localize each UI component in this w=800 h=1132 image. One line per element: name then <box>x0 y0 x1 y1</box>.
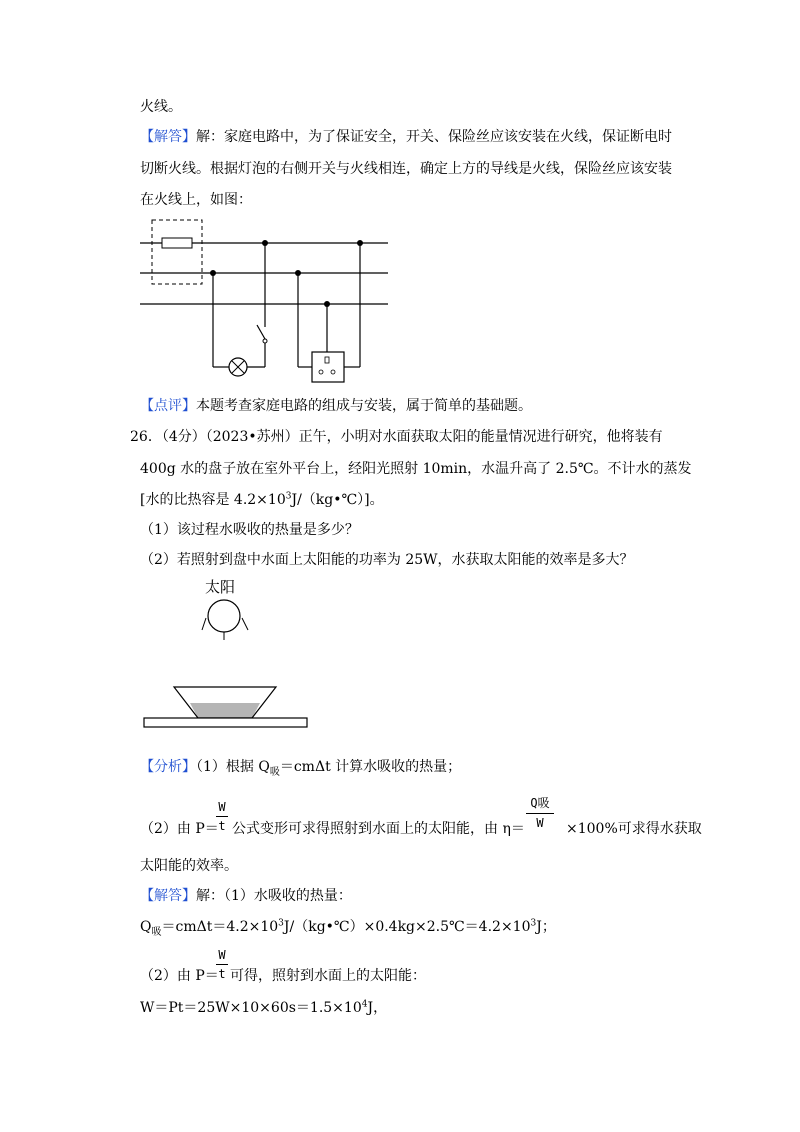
subscript: 吸 <box>269 766 280 778</box>
circuit-diagram <box>140 215 400 385</box>
text: ×100%可求得水获取 <box>566 821 702 837</box>
text: 太阳能的效率。 <box>140 858 238 874</box>
fuse <box>162 238 192 248</box>
text: J/（kg•℃）×0.4kg×2.5℃＝4.2×10 <box>283 919 531 935</box>
line-5 <box>140 396 532 416</box>
numerator: W <box>218 800 226 814</box>
question-header: 26．（4分）（2023•苏州）正午，小明对水面获取太阳的能量情况进行研究，他将装有 <box>130 429 663 445</box>
line-6 <box>130 427 663 447</box>
switch <box>263 339 267 343</box>
fuse-box-dashed <box>152 220 202 284</box>
line-13 <box>140 856 238 876</box>
text: J/（kg•℃）]。 <box>291 492 384 508</box>
sun-label: 太阳 <box>205 578 236 596</box>
text: 火线。 <box>140 99 182 115</box>
analysis-tag: 【分析】 <box>140 759 196 775</box>
water <box>190 703 260 718</box>
text: （1）根据 Q <box>196 759 270 775</box>
numerator: Q吸 <box>530 796 550 810</box>
comment-tag: 【点评】 <box>140 398 196 414</box>
answer-tag: 【解答】 <box>140 129 196 145</box>
text: 切断火线。根据灯泡的右侧开关与火线相连，确定上方的导线是火线，保险丝应该安装 <box>140 161 672 177</box>
line-16b <box>230 966 426 986</box>
text: （2）若照射到盘中水面上太阳能的功率为 25W，水获取太阳能的效率是多大？ <box>140 552 634 568</box>
denominator: t <box>218 819 226 833</box>
platform <box>144 718 307 727</box>
text: 本题考查家庭电路的组成与安装，属于简单的基础题。 <box>196 398 532 414</box>
line-12c <box>566 819 702 839</box>
fraction-q-over-w <box>526 794 554 830</box>
text: 解：（1）水吸收的热量： <box>196 888 352 904</box>
superscript: 3 <box>530 918 537 929</box>
line-14 <box>140 886 352 906</box>
text: （2）由 P＝ <box>140 968 219 984</box>
fraction-w-over-t <box>216 800 228 833</box>
text: 可得，照射到水面上的太阳能： <box>230 968 426 984</box>
subscript: 吸 <box>151 926 162 938</box>
numerator: W <box>218 948 226 962</box>
sun-plate-figure <box>140 590 320 750</box>
superscript: 4 <box>361 999 368 1010</box>
line-15 <box>140 917 556 943</box>
line-2 <box>140 127 672 147</box>
text: ＝cmΔt 计算水吸收的热量； <box>279 759 462 775</box>
line-4 <box>140 190 252 210</box>
text: 在火线上，如图： <box>140 192 252 208</box>
text: Q <box>140 919 152 935</box>
text: [水的比热容是 4.2×10 <box>140 492 286 508</box>
text: 400g 水的盘子放在室外平台上，经阳光照射 10min，水温升高了 2.5℃。不计水的蒸发 <box>140 461 692 477</box>
line-16 <box>140 966 219 986</box>
text: 解：家庭电路中，为了保证安全，开关、保险丝应该安装在火线，保证断电时 <box>196 129 672 145</box>
line-7 <box>140 459 692 479</box>
line-17 <box>140 998 387 1018</box>
sun-icon <box>208 600 240 632</box>
denominator: W <box>536 816 544 830</box>
text: 公式变形可求得照射到水面上的太阳能，由 η＝ <box>232 821 525 837</box>
line-10 <box>140 550 634 570</box>
line-1 <box>140 97 182 117</box>
text: J； <box>536 919 556 935</box>
superscript: 3 <box>285 491 292 502</box>
line-12b <box>232 819 525 839</box>
text: ＝cmΔt＝4.2×10 <box>161 919 279 935</box>
line-12 <box>140 819 219 839</box>
text: J， <box>367 1000 388 1016</box>
line-9 <box>140 520 359 540</box>
fraction-w-over-t-2 <box>216 948 228 981</box>
text: W＝Pt＝25W×10×60s＝1.5×10 <box>140 1000 362 1016</box>
socket <box>312 352 344 382</box>
line-11 <box>140 757 461 783</box>
line-8 <box>140 490 384 510</box>
denominator: t <box>218 967 226 981</box>
answer-tag: 【解答】 <box>140 888 196 904</box>
text: （1）该过程水吸收的热量是多少？ <box>140 522 359 538</box>
line-3 <box>140 159 672 179</box>
text: （2）由 P＝ <box>140 821 219 837</box>
superscript: 3 <box>278 918 284 929</box>
